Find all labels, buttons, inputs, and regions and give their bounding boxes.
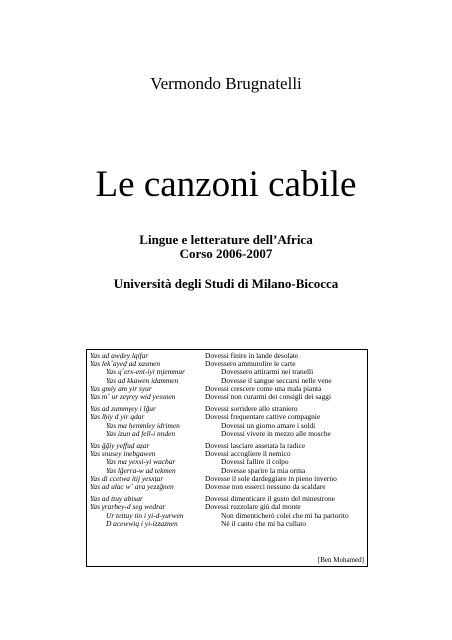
italian-verse: Dovessero attirarmi nei tranelli (221, 367, 314, 377)
italian-verse: Dovessi un giorno amare i soldi (221, 420, 316, 430)
poem-stanza (87, 442, 367, 491)
italian-verse: Dovesse sparire la mia orma (221, 465, 306, 475)
italian-verse: Dovessi crescere come una mala pianta (205, 383, 322, 393)
kabyle-verse: Yas lǧerra-w ad tekmen (106, 465, 176, 475)
kabyle-verse: Yas ma yexsi-yi wacbar (106, 457, 176, 467)
university-name: Università degli Studi di Milano-Bicocca (113, 276, 339, 291)
poem-box (86, 349, 368, 567)
author-name: Vermondo Brugnatelli (150, 74, 302, 93)
course-subject: Lingue e letterature dell’Africa (139, 232, 313, 247)
italian-verse: Dovessi sorridere allo straniero (205, 404, 298, 414)
italian-verse: Dovessi finire in lande desolate (205, 351, 299, 360)
poem-line (87, 393, 367, 401)
poem-signature: [Ben Mohamed] (317, 556, 364, 564)
italian-verse: Dovessi lasciare assetata la radice (205, 441, 306, 450)
poem-stanza (87, 352, 367, 401)
italian-verse: Né il canto che mi ha cullato (221, 518, 306, 528)
course-year: Corso 2006-2007 (179, 246, 273, 261)
poem-stanza (87, 405, 367, 438)
italian-verse: Dovessero ammutolire le carte (205, 359, 296, 369)
poem-line (87, 430, 367, 438)
poem-line (87, 520, 367, 528)
kabyle-verse: Yas lek˚ayeḍ ad xasmen (90, 359, 161, 369)
kabyle-verse: Yas di ccetwa itij yesxṭar (90, 473, 164, 483)
kabyle-verse: Yas ad ulac w˚ ara yezzḡnen (90, 481, 174, 491)
italian-verse: Dovesse il sangue seccarsi nelle vene (221, 375, 332, 385)
kabyle-verse: Yas m˚ ur zeγrey wid yessnen (90, 391, 176, 401)
kabyle-verse: Yas ad kkawen idammen (106, 375, 179, 385)
italian-verse: Dovessi frequentare cattive compagnie (205, 412, 321, 422)
poem-stanza (87, 495, 367, 528)
italian-verse: Dovesse non esserci nessuno da scaldare (205, 481, 326, 491)
italian-verse: Dovessi accogliere il nemico (205, 449, 291, 459)
italian-verse: Dovessi vivere in mezzo alle mosche (221, 428, 331, 438)
italian-verse: Dovessi non curarmi dei consigli dei saggi (205, 391, 332, 401)
kabyle-verse: Yas q˚erx-ent-iyi tnjemmur (106, 367, 185, 377)
kabyle-verse: Yas snusey inebgawen (90, 449, 156, 459)
kabyle-verse: Yas ma ḥemmley idrimen (106, 420, 180, 430)
kabyle-verse: Ur tettuy tin i yi-d-yurwen (106, 510, 184, 520)
kabyle-verse: Yas lḥiy d yir qdar (90, 412, 145, 422)
kabyle-verse: Yas ad awḍey lqifar (90, 351, 149, 360)
kabyle-verse: Yas γrarbey-d seg wedrar (90, 502, 166, 512)
italian-verse: Dovessi ruzzolare giù dal monte (205, 502, 301, 512)
kabyle-verse: D acewwiq i yi-izzaznen (106, 518, 178, 528)
kabyle-verse: Yas gmiy am yir syur (90, 383, 152, 393)
kabyle-verse: Yas ǧǧiy yeffuḍ aẓar (90, 441, 150, 450)
poem-line (87, 483, 367, 491)
kabyle-verse: Yas ad ttuy abisar (90, 494, 143, 504)
kabyle-verse: Yas izun ad fell-i nnden (106, 428, 176, 438)
document-title: Le canzoni cabile (95, 164, 357, 205)
italian-verse: Dovesse il sole dardeggiare in pieno inverno (205, 473, 337, 483)
kabyle-verse: Yas ad zummγey i lḡur (90, 404, 156, 414)
italian-verse: Dovessi dimenticare il gusto del minestrone (205, 494, 335, 504)
italian-verse: Non dimenticherò colei che mi ha partorito (221, 510, 349, 520)
italian-verse: Dovessi fallire il colpo (221, 457, 289, 467)
